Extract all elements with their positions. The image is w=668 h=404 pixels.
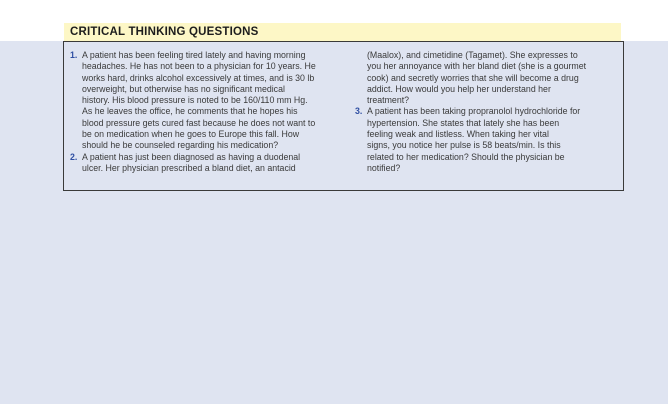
question-text-line: A patient has just been diagnosed as having a duodenal xyxy=(82,151,301,162)
question-number: 2. xyxy=(70,151,78,162)
question-text-line: signs, you notice her pulse is 58 beats/min. Is this xyxy=(367,140,561,151)
question-2-continued xyxy=(355,50,619,106)
question-number: 3. xyxy=(355,106,363,117)
question-text-line: hypertension. She states that lately she has been xyxy=(367,117,560,128)
question-text-line: be on medication when he goes to Europe this fall. How xyxy=(82,129,300,140)
box-title: CRITICAL THINKING QUESTIONS xyxy=(70,26,259,38)
question-number: 1. xyxy=(70,50,78,60)
question-text-line: blood pressure gets cured fast because he does not want to xyxy=(82,117,316,128)
left-column xyxy=(70,50,344,174)
question-text-line: notified? xyxy=(367,162,401,173)
question-text-line: you her annoyance with her bland diet (she is a gourmet xyxy=(367,61,587,72)
question-text-line: related to her medication? Should the physician be xyxy=(367,151,565,162)
question-text-line: headaches. He has not been to a physician for 10 years. He xyxy=(82,61,316,72)
questions-box xyxy=(63,41,624,191)
question-text-line: overweight, but otherwise has no significant medical xyxy=(82,83,285,94)
question-text-line: history. His blood pressure is noted to be 160/110 mm Hg. xyxy=(82,95,308,106)
box-header xyxy=(64,23,621,41)
question-3 xyxy=(355,106,619,174)
question-text-line: (Maalox), and cimetidine (Tagamet). She expresses to xyxy=(367,50,578,60)
right-column xyxy=(355,50,619,174)
question-text-line: works hard, drinks alcohol excessively at times, and is 30 lb xyxy=(82,72,315,83)
question-text-line: cook) and secretly worries that she will become a drug xyxy=(367,72,579,83)
question-1 xyxy=(70,50,344,152)
question-text-line: treatment? xyxy=(367,95,410,106)
question-text-line: feeling weak and listless. When taking her vital xyxy=(367,129,549,140)
question-text-line: As he leaves the office, he comments that he hopes his xyxy=(82,106,298,117)
question-text-line: addict. How would you help her understand her xyxy=(367,83,551,94)
question-text-line: A patient has been taking propranolol hydrochloride for xyxy=(367,106,581,117)
question-text-line: should he be counseled regarding his medication? xyxy=(82,140,279,151)
question-text-line: ulcer. Her physician prescribed a bland diet, an antacid xyxy=(82,162,296,173)
question-2 xyxy=(70,152,344,175)
question-text-line: A patient has been feeling tired lately and having morning xyxy=(82,50,306,60)
